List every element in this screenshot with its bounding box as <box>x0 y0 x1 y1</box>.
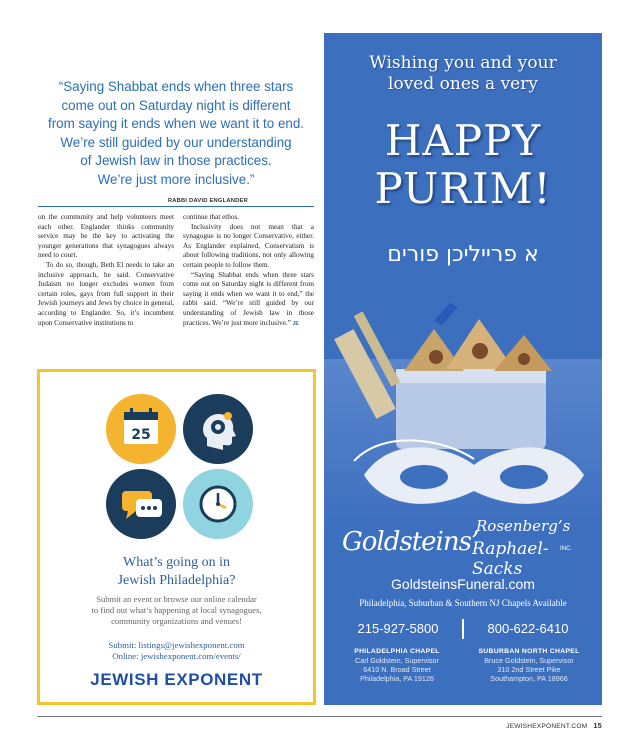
calendar-ad-title-line: What’s going on in <box>123 555 230 570</box>
calendar-ad-body-line: to find out what’s happening at local synagogues, <box>91 605 262 616</box>
online-calendar-link[interactable]: Online: jewishexponent.com/events/ <box>112 651 241 661</box>
funeral-website-link[interactable]: GoldsteinsFuneral.com <box>391 576 535 592</box>
purim-greeting-line: Wishing you and your <box>369 53 557 73</box>
chapel-city: Southampton, PA 18966 <box>490 674 568 683</box>
headline-purim: PURIM! <box>374 164 552 213</box>
calendar-ad-links <box>40 640 313 662</box>
funeral-home-logo <box>338 517 588 579</box>
article-last-text: “Saying Shabbat ends when three stars come out on Saturday night is different from saying it ends when we want it to end,” the rabbi said. “We’re still guided by our understanding of Jewish law in those practices. We’re just more inclusive.” <box>183 270 314 327</box>
article-paragraph: continue that ethos. <box>183 213 240 221</box>
phone-number-local[interactable]: 215-927-5800 <box>357 621 439 636</box>
calendar-ad[interactable] <box>37 369 316 705</box>
calendar-ad-body-line: community organizations and venues! <box>111 616 242 627</box>
philadelphia-chapel-info <box>332 646 462 683</box>
calendar-ad-title <box>40 554 313 590</box>
page-footer <box>506 721 602 730</box>
logo-raphael-sacks: Raphael-Sacks <box>472 539 549 579</box>
phone-number-tollfree[interactable]: 800-622-6410 <box>487 621 569 636</box>
submit-email-link[interactable]: Submit: listings@jewishexponent.com <box>108 640 245 650</box>
footer-site: JEWISHEXPONENT.COM <box>506 723 588 730</box>
calendar-ad-title-line: Jewish Philadelphia? <box>117 573 236 588</box>
pull-quote <box>38 78 314 190</box>
purim-ad[interactable] <box>324 33 602 705</box>
calendar-icon <box>106 394 176 464</box>
suburban-north-chapel-info <box>464 646 594 683</box>
footer-divider <box>37 716 602 717</box>
jewish-exponent-logo: JEWISH EXPONENT <box>90 670 263 689</box>
clock-icon <box>183 469 253 539</box>
logo-goldsteins: Goldsteins’ <box>342 527 479 557</box>
yiddish-greeting: א פרייליכן פורים <box>387 242 539 267</box>
chapel-street: 6410 N. Broad Street <box>363 665 431 674</box>
pull-quote-divider <box>38 206 314 207</box>
pull-quote-line: of Jewish law in those practices. <box>80 153 272 169</box>
chapel-supervisor: Bruce Goldstein, Supervisor <box>484 656 574 665</box>
calendar-day: 25 <box>131 427 151 443</box>
chapel-city: Philadelphia, PA 19126 <box>360 674 434 683</box>
page-number: 15 <box>593 721 602 730</box>
chapel-name: PHILADELPHIA CHAPEL <box>354 648 440 655</box>
chapel-street: 310 2nd Street Pike <box>497 665 561 674</box>
purim-greeting <box>324 53 602 95</box>
chat-bubble-icon <box>106 469 176 539</box>
pull-quote-line: come out on Saturday night is different <box>61 97 291 113</box>
article-column-1 <box>38 213 174 328</box>
pull-quote-line: “Saying Shabbat ends when three stars <box>58 79 294 94</box>
calendar-ad-body-line: Submit an event or browse our online calendar <box>96 594 257 604</box>
article-paragraph: To do so, though, Beth El needs to take an inclusive approach, he said. Conservative Judaism no longer excludes women from certain roles, gays from full support in their Jewish journeys and Jews by choice in general, according to Englander. So, it’s incumbent upon Conservative institutions to <box>38 260 174 327</box>
chapel-name: SUBURBAN NORTH CHAPEL <box>478 648 580 655</box>
logo-rosenbergs: Rosenberg’s <box>476 517 571 535</box>
article-paragraph: on the community and help volunteers meet each other. Englander thinks community service may be the key to activating the younger generations that synagogues always need to court. <box>38 213 174 260</box>
pull-quote-attribution: RABBI DAVID ENGLANDER <box>167 198 248 204</box>
logo-inc: INC. <box>560 546 572 552</box>
article-column-2 <box>183 213 314 329</box>
calendar-ad-body <box>40 594 313 628</box>
chapel-supervisor: Carl Goldstein, Supervisor <box>355 656 439 665</box>
pull-quote-line: We’re still guided by our understanding <box>60 134 292 150</box>
pull-quote-line: We’re just more inclusive.” <box>97 171 255 187</box>
happy-purim-headline <box>324 117 602 213</box>
end-mark: JE <box>292 320 299 327</box>
article-paragraph: Inclusivity does not mean that a synagogue is no longer Conservative, either. As Englander explained, Conservatism is about following traditions, not only allowing certain people to follow them. <box>183 222 314 269</box>
hamantaschen-mask-photo <box>324 299 602 531</box>
article-paragraph <box>183 271 314 330</box>
headline-happy: HAPPY <box>384 116 542 165</box>
purim-greeting-line: loved ones a very <box>388 74 538 94</box>
phone-divider <box>462 619 464 639</box>
pull-quote-line: from saying it ends when we want it to end. <box>47 116 305 132</box>
chapels-available: Philadelphia, Suburban & Southern NJ Chapels Available <box>359 598 567 608</box>
head-gear-icon <box>183 394 253 464</box>
